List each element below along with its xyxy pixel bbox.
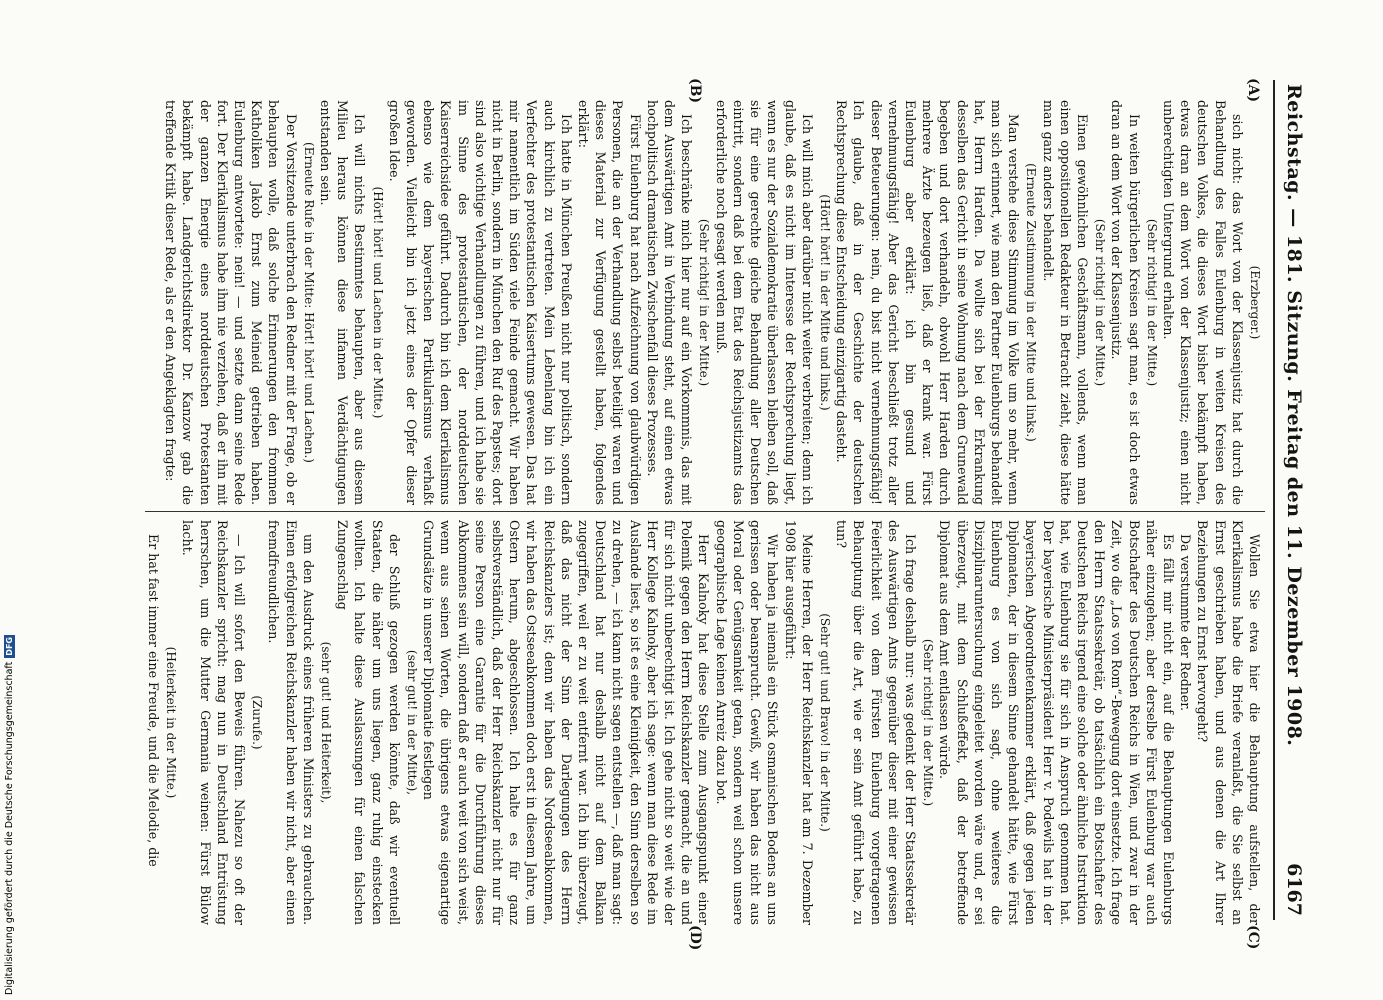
dfg-logo: DFG [4,637,14,656]
paragraph: der Schluß gezogen werden könnte, daß wir eventuell Staaten, die näher um uns liegen, ganz ruhig einstecken wollten. Ich halte diese Auslassungen für einen falschen Zungenschlag [335,520,402,925]
interjection: (Erzberger.) [1248,265,1262,340]
interjection: (Hört! hört! und Lachen in der Mitte.) [370,186,385,419]
margin-marker-a: (A) [1245,78,1261,103]
paragraph: Wir haben ja niemals ein Stück osmanischen Bodens an uns gerissen oder beansprucht. Gewiß, wir haben das nicht aus Moral oder Genügsamkeit getan, sondern weil schon unsere geographische Lage keinen Anreiz dazu bot. [713,520,781,925]
paragraph: um den Ausdruck eines früheren Ministers zu gebrauchen. Einen erfolgreichen Reichskanzler haben wir nicht, aber einen fremdfreundlichen. [266,520,316,925]
interjection: (sehr gut! und Heiterkeit), [319,641,334,804]
interjection: (Sehr gut! und Bravo! in der Mitte.) [817,613,832,832]
margin-marker-c: (C) [1245,925,1261,950]
text-column-right [123,520,1263,925]
interjection: (Erneute Rufe in der Mitte: Hört! hört! und Lachen.) [301,142,316,463]
paragraph: Ich will mich aber darüber nicht weiter verbreiten; denn ich glaube, daß es nicht im Interesse der Rechtsprechung liegt, wenn es nur der Sozialdemokratie überlassen bleiben soll, daß sie für eine gerechte gleiche Behandlung aller Deutschen eintritt, sondern daß bei dem Etat des Reichsjustizamts das erforderliche noch gesagt werden muß. [713,100,815,505]
paragraph: Ich frage deshalb nur: was gedenkt der Herr Staatssekretär des Auswärtigen Amts gegenüber dieser mit einer gewissen Feierlichkeit von dem Fürsten Eulenburg vorgetragenen Behauptung über die Art, wie er sein Amt geführt habe, zu tun? [834,520,918,925]
paragraph: Der Vorsitzende unterbrach den Redner mit der Frage, ob er behaupten wolle, daß solche Erinnerungen den frommen Katholiken Jakob Ernst zum Meineid getrieben haben. Eulenburg antwortete: nein! — und setzte dann seine Rede fort. Der Klerikalismus habe ihm nie verziehen, daß er ihn mit der ganzen Energie eines norddeutschen Protestanten bekämpft habe. Landgerichtsdirektor Dr. Kanzow gab die treffende Kritik dieser Rede, als er den Angeklagten fragte: [163,100,299,505]
paragraph: Meine Herren, der Herr Reichskanzler hat am 7. Dezember 1908 hier ausgeführt: [782,520,815,925]
paragraph: Er hat fast immer eine Freude, und die Melodie, die [146,534,161,867]
footer-text: Digitalisierung gefördert durch die Deutsche Forschungsgemeinschaft [3,661,15,995]
interjection: (Erneute Zustimmung in der Mitte und links.) [1024,163,1039,442]
interjection: (Heiterkeit in der Mitte.) [164,646,179,799]
paragraph: Wollen Sie etwa hier die Behauptung aufstellen, der Klerikalismus habe die Briefe veranlaßt, die Sie selbst an Ernst geschrieben haben, und aus denen die Art Ihrer Beziehungen zu Ernst hervorgeht? [1195,520,1262,925]
interjection: (Sehr richtig! in der Mitte.) [697,218,712,387]
paragraph: sich nicht: das Wort von der Klassenjustiz hat durch die Behandlung des Falles Eulenburg in weiten Kreisen des deutschen Volkes, die dieses Wort bisher bekämpft haben, etwas dran an dem Wort von der Klassenjustiz; einen nicht unberechtigten Untergrund erhalten. [1160,100,1245,505]
paragraph: Da verstummte der Redner. [1178,534,1194,711]
paragraph: Herr Kalnoky hat diese Stelle zum Ausgangspunkt einer Polemik gegen den Herrn Reichskanzler gemacht, die an und für sich nicht unberechtigt ist. Ich gehe nicht so weit wie der Herr Kollege Kalnoky, aber ich sage: wenn man diese Rede im Auslande liest, so ist es eine Kleinigkeit, den Sinn derselben so zu drehen, — ich kann nicht sagen entstellen —, daß man sagt: Deutschland hat nur deshalb nicht auf dem Balkan zugegriffen, weil er zu weit entfernt war. Ich bin überzeugt, daß das nicht der Sinn der Darlegungen des Herrn Reichskanzlers ist; denn wir haben das Nordseeabkommen, wir haben das Ostseeabkommen doch erst in diesem Jahre, um Ostern herum, abgeschlossen. Ich halte es für ganz selbstverständlich, daß der Herr Reichskanzler nicht nur für seine Person eine Garantie für die Durchführung dieses Abkommens sein will, sondern daß er auch weit von sich weist, wenn aus seinen Worten, die übrigens etwas eigenartige Grundsätze in unserer Diplomatie festlegen [421,520,712,925]
header-title: Reichstag. — 181. Sitzung. Freitag den 11. Dezember 1908. [1283,84,1305,747]
paragraph: — Ich will sofort den Beweis führen. Nahezu so oft der Reichskanzler spricht: mag nun in Deutschland Entrüstung herrschen, um die Mutter Germania weinen: Fürst Bülow lacht. [180,520,248,925]
paragraph: Einen gewöhnlichen Geschäftsmann, vollends, wenn man einen oppositionellen Redakteur in Betracht zieht, diese hätte man ganz anders behandelt. [1040,100,1090,505]
column-divider [145,511,1265,512]
interjection: (sehr gut! in der Mitte), [405,649,420,796]
paragraph: Fürst Eulenburg hat nach Aufzeichnung von glaubwürdigen Personen, die an der Verhandlung selbst beteiligt waren und dieses Material zur Verfügung gestellt haben, folgendes erklärt: [576,100,643,505]
page-header [1273,80,1313,920]
margin-marker-d: (D) [687,925,703,951]
interjection: (Sehr richtig! in der Mitte.) [1144,218,1159,387]
paragraph: Man verstehe diese Stimmung im Volke um so mehr, wenn man sich erinnert, wie man den Partner Eulenburgs behandelt hat, Herrn Harden. Da wollte sich bei der Erkrankung desselben das Gericht in seine Wohnung nach dem Grunewald begeben und dort verhandeln, obwohl Herr Harden durch mehrere Ärzte bezeugen ließ, daß er krank war. Fürst Eulenburg aber erklärt: ich bin gesund und vernehmungsfähig! Aber das Gericht beschließt trotz aller dieser Beteuerungen: nein, du bist nicht vernehmungsfähig! Ich glaube, daß in der Geschichte der deutschen Rechtsprechung diese Entscheidung einzigartig dasteht. [834,100,1022,505]
interjection: (Zurufe.) [250,695,265,750]
paragraph: Ich hatte in München Preußen nicht nur politisch, sondern auch kirchlich zu vertreten. Mein Lebenlang bin ich ein Verfechter des protestantischen Kaisertums gewesen. Das hat mir namentlich im Süden viele Feinde gemacht. Wir haben nicht in Berlin, sondern in München den Ruf des Papstes; dort sind also wichtige Verhandlungen zu führen, und ich habe sie im Sinne des protestantischen, der norddeutschen Kaiserreichsidee geführt. Dadurch bin ich dem Klerikalismus ebenso wie dem bayerischen Partikularismus verhaßt geworden. Vielleicht bin ich jetzt eines der Opfer dieser großen Idee. [386,100,574,505]
text-column-left [123,100,1263,505]
page-number: 6167 [1283,863,1305,916]
digitization-footer [2,605,16,995]
paragraph: Ich will nichts Bestimmtes behaupten, aber aus diesem Milieu heraus können diese infamen Verdächtigungen entstanden sein. [318,100,368,505]
margin-marker-b: (B) [687,78,703,104]
paragraph: In weiten bürgerlichen Kreisen sagt man, es ist doch etwas dran an dem Wort von der Klassenjustiz. [1109,100,1142,505]
interjection: (Hört! hört! in der Mitte und links.) [817,194,832,411]
paragraph: Ich beschränke mich hier nur auf ein Vorkommnis, das mit dem Auswärtigen Amt in Verbindung steht, auf einen etwas hochpolitisch dramatischen Zwischenfall dieses Prozesses. [644,100,695,505]
paragraph: Es fällt mir nicht ein, auf die Behauptungen Eulenburgs näher einzugehen; aber derselbe Fürst Eulenburg war auch Botschafter des Deutschen Reichs in Wien, und zwar in der Zeit, wo die „Los von Rom“-Bewegung dort einsetzte. Ich frage den Herrn Staatssekretär, ob tatsächlich ein Botschafter des Deutschen Reichs irgend eine solche oder ähnliche Instruktion hat, wie Eulenburg sie für sich in Anspruch genommen hat. Der bayerische Ministerpräsident Herr v. Podewils hat in der bayerischen Abgeordnetenkammer erklärt, daß gegen jeden Diplomaten, der in diesem Sinne gehandelt hätte, wie Fürst Eulenburg es von sich sagt, ohne weiteres die Disziplinaruntersuchung eingeleitet worden wäre und, er sei überzeugt, mit dem Schlußeffekt, daß der betreffende Diplomat aus dem Amt entlassen würde. [937,520,1176,925]
interjection: (Sehr richtig! in der Mitte.) [1093,218,1108,387]
interjection: (Sehr richtig! in der Mitte.) [921,638,936,807]
